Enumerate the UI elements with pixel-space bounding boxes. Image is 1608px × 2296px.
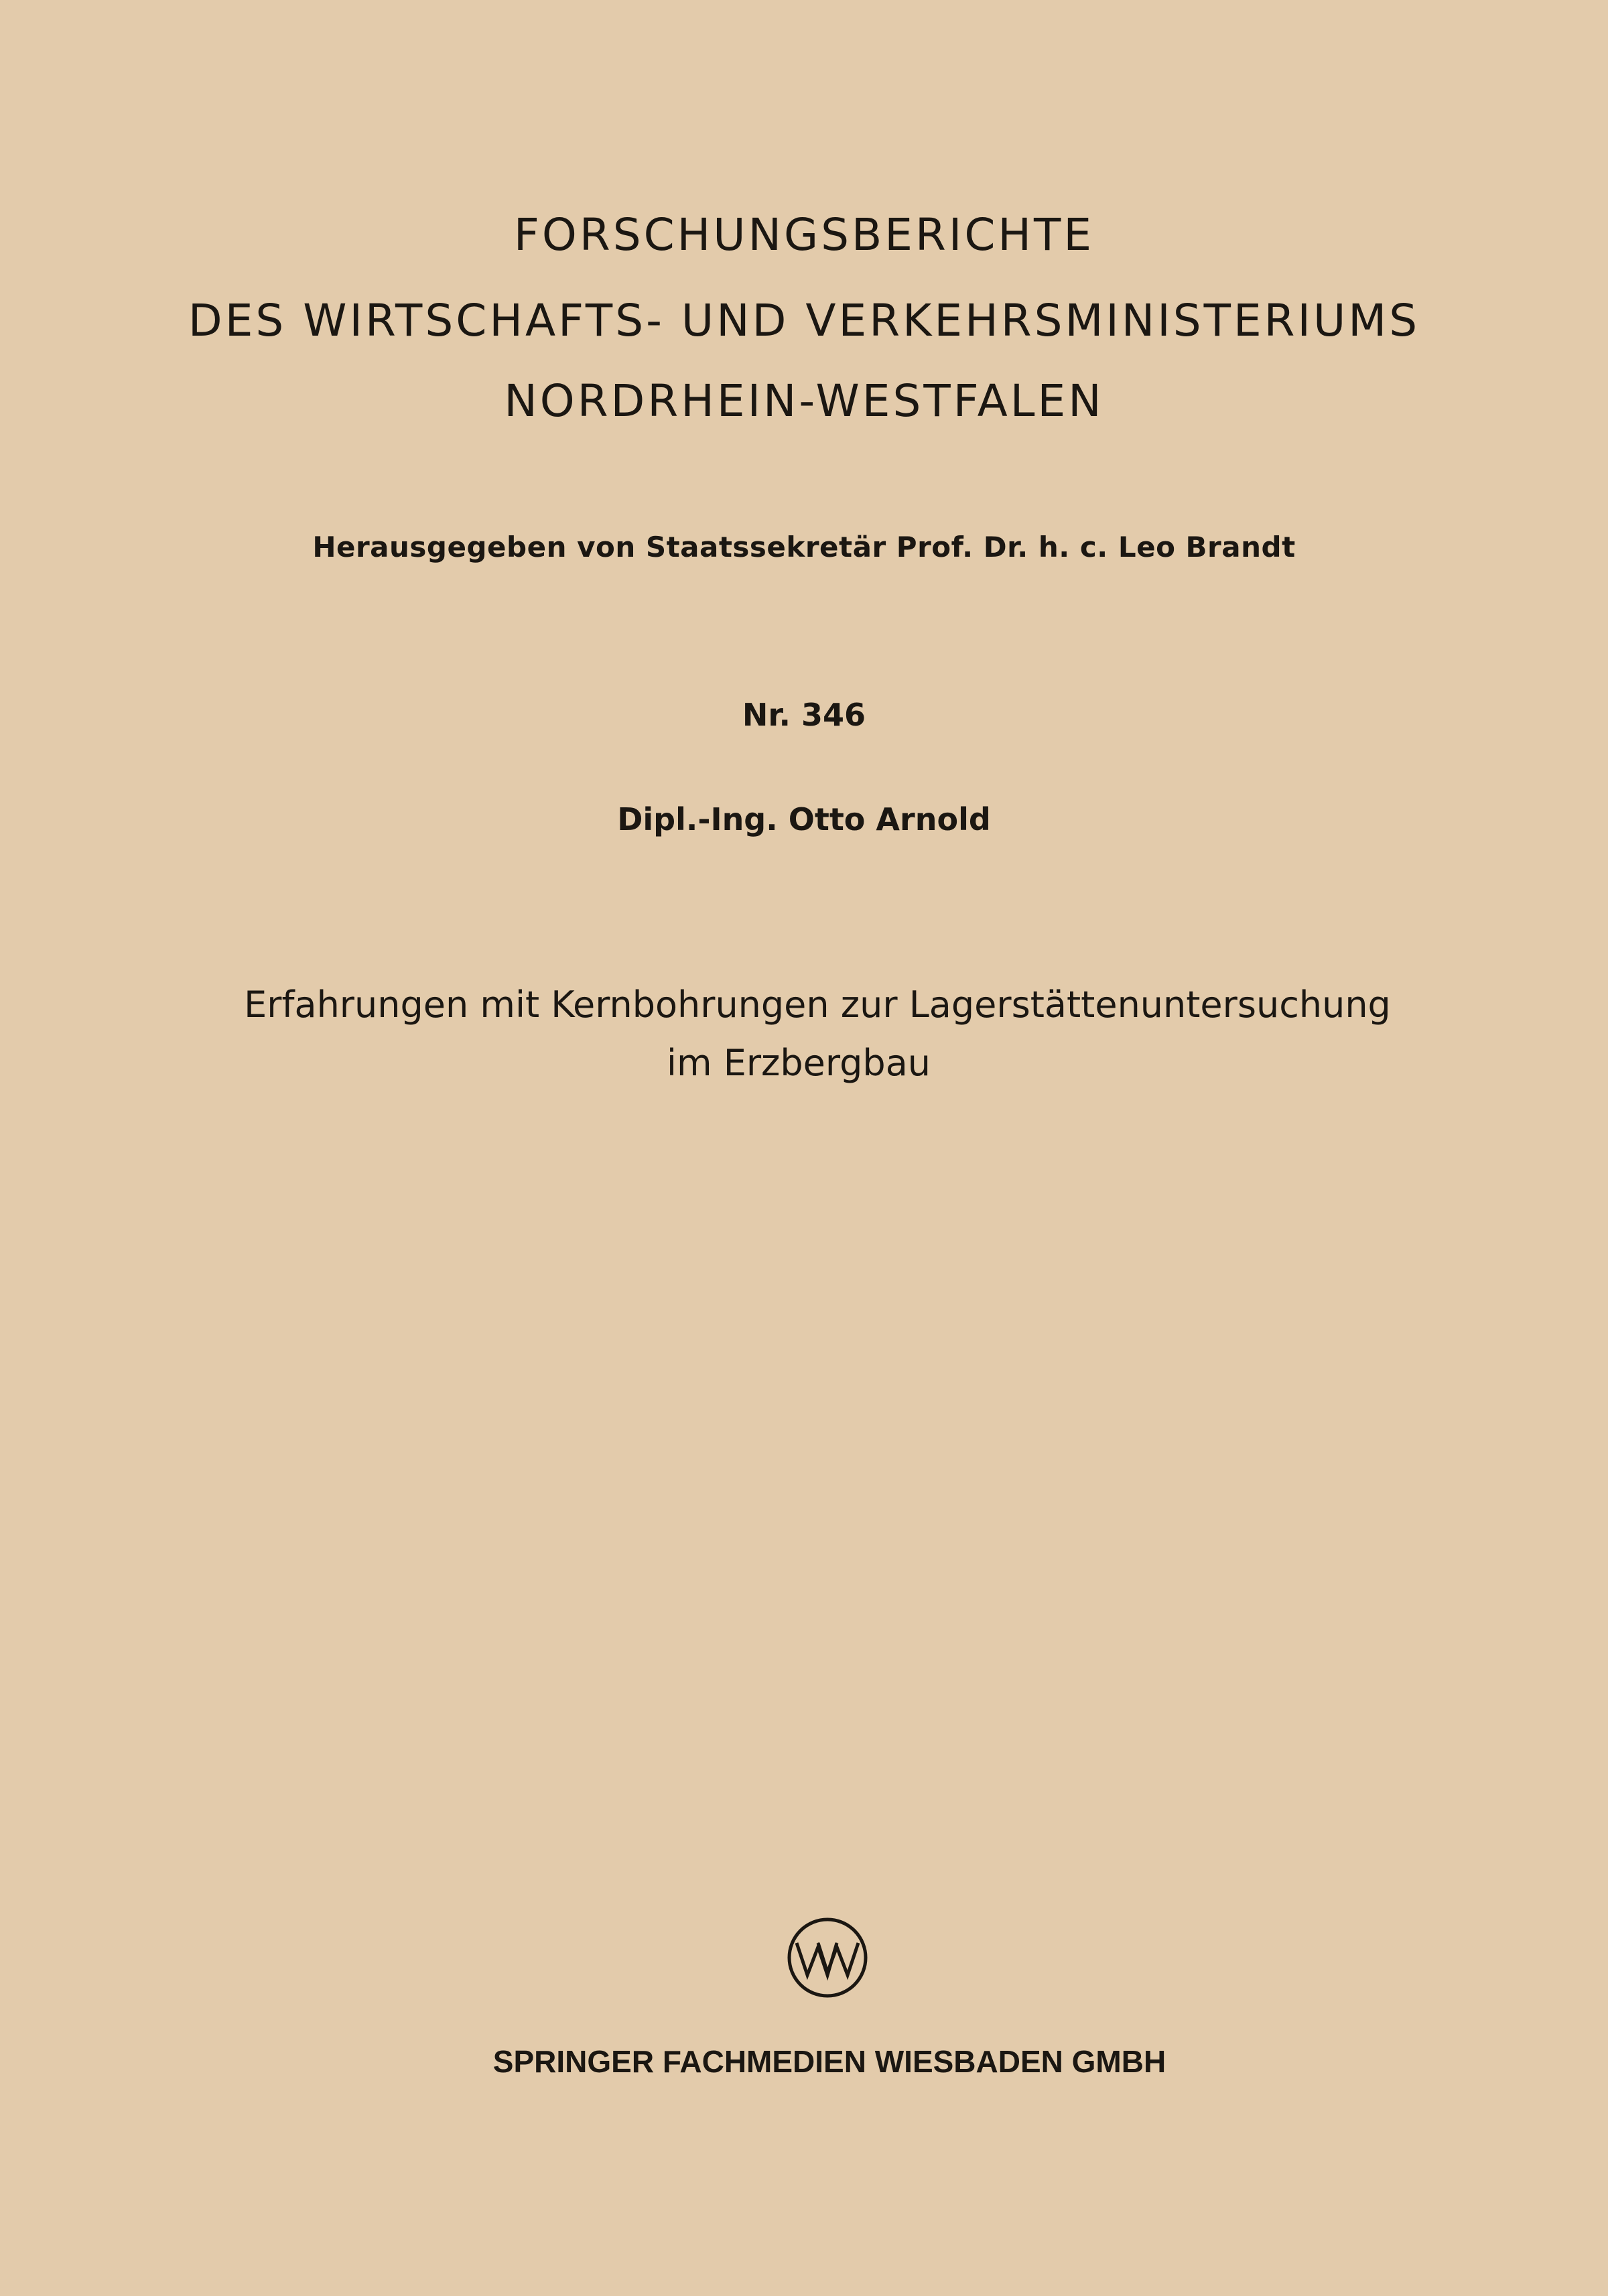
issue-number: Nr. 346 [742, 697, 866, 733]
author-name: Dipl.-Ing. Otto Arnold [617, 801, 991, 837]
publisher-name: SPRINGER FACHMEDIEN WIESBADEN GMBH [492, 2044, 1166, 2079]
series-title-line-2: DES WIRTSCHAFTS- UND VERKEHRSMINISTERIUMS [188, 295, 1420, 346]
editor-line: Herausgegeben von Staatssekretär Prof. Dr. h. c. Leo Brandt [312, 531, 1296, 563]
book-title-line-1: Erfahrungen mit Kernbohrungen zur Lagerstättenuntersuchung [244, 984, 1391, 1026]
book-title-line-2: im Erzbergbau [666, 1042, 931, 1084]
springer-wv-logo-icon [786, 1916, 869, 1999]
series-title-line-1: FORSCHUNGSBERICHTE [513, 209, 1095, 261]
series-title-line-3: NORDRHEIN-WESTFALEN [504, 375, 1104, 427]
